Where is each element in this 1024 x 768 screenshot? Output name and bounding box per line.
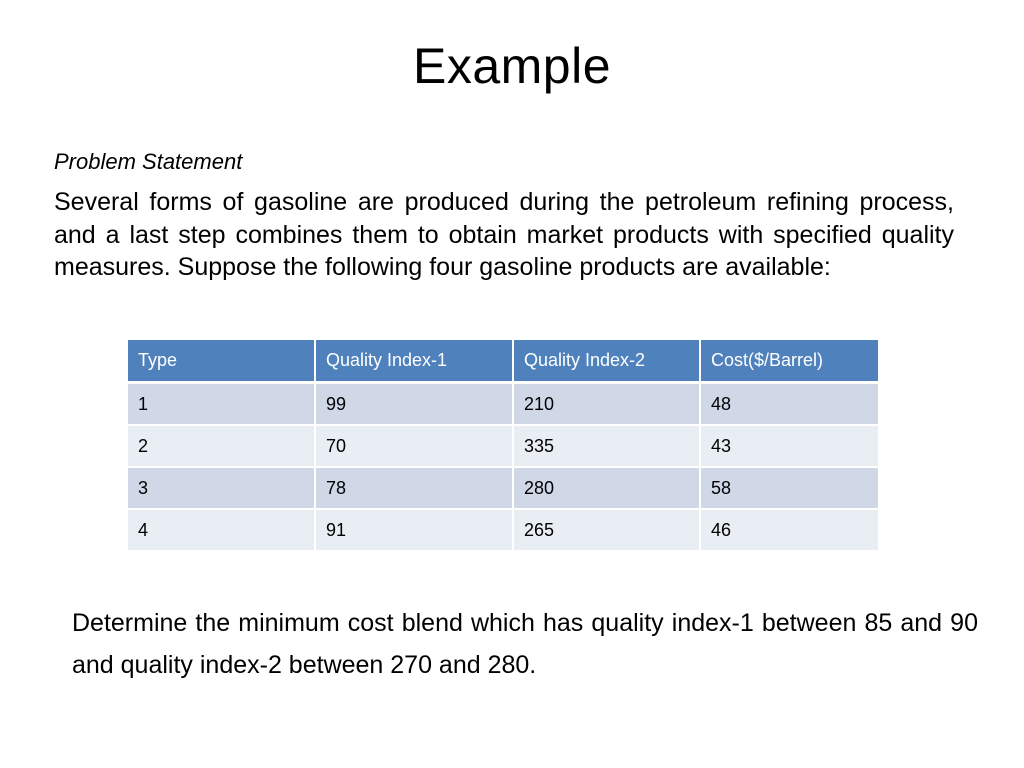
cell-quality-index-2: 280 <box>513 467 700 509</box>
header-cost: Cost($/Barrel) <box>700 340 878 383</box>
table-row <box>128 509 878 551</box>
question-text: Determine the minimum cost blend which has quality index-1 between 85 and 90 and quality index-2 between 270 and 280. <box>72 609 978 679</box>
cell-quality-index-1: 91 <box>315 509 513 551</box>
cell-quality-index-1: 99 <box>315 383 513 426</box>
cell-cost: 46 <box>700 509 878 551</box>
slide-title: Example <box>412 38 612 94</box>
cell-cost: 48 <box>700 383 878 426</box>
table-row <box>128 425 878 467</box>
cell-type: 3 <box>128 467 315 509</box>
cell-cost: 58 <box>700 467 878 509</box>
table-header-row <box>128 340 878 383</box>
table-row <box>128 467 878 509</box>
problem-statement-heading: Problem Statement <box>54 149 243 174</box>
cell-type: 1 <box>128 383 315 426</box>
header-quality-index-2: Quality Index-2 <box>513 340 700 383</box>
cell-quality-index-1: 70 <box>315 425 513 467</box>
cell-quality-index-2: 210 <box>513 383 700 426</box>
table-row <box>128 383 878 426</box>
header-quality-index-1: Quality Index-1 <box>315 340 513 383</box>
cell-type: 2 <box>128 425 315 467</box>
cell-quality-index-1: 78 <box>315 467 513 509</box>
cell-quality-index-2: 265 <box>513 509 700 551</box>
cell-type: 4 <box>128 509 315 551</box>
cell-cost: 43 <box>700 425 878 467</box>
header-type: Type <box>128 340 315 383</box>
cell-quality-index-2: 335 <box>513 425 700 467</box>
gasoline-products-table <box>128 340 878 552</box>
problem-statement-text: Several forms of gasoline are produced during the petroleum refining process, and a last step combines them to obtain market products with specified quality measures. Suppose the following four gasoline products are available: <box>54 188 954 281</box>
